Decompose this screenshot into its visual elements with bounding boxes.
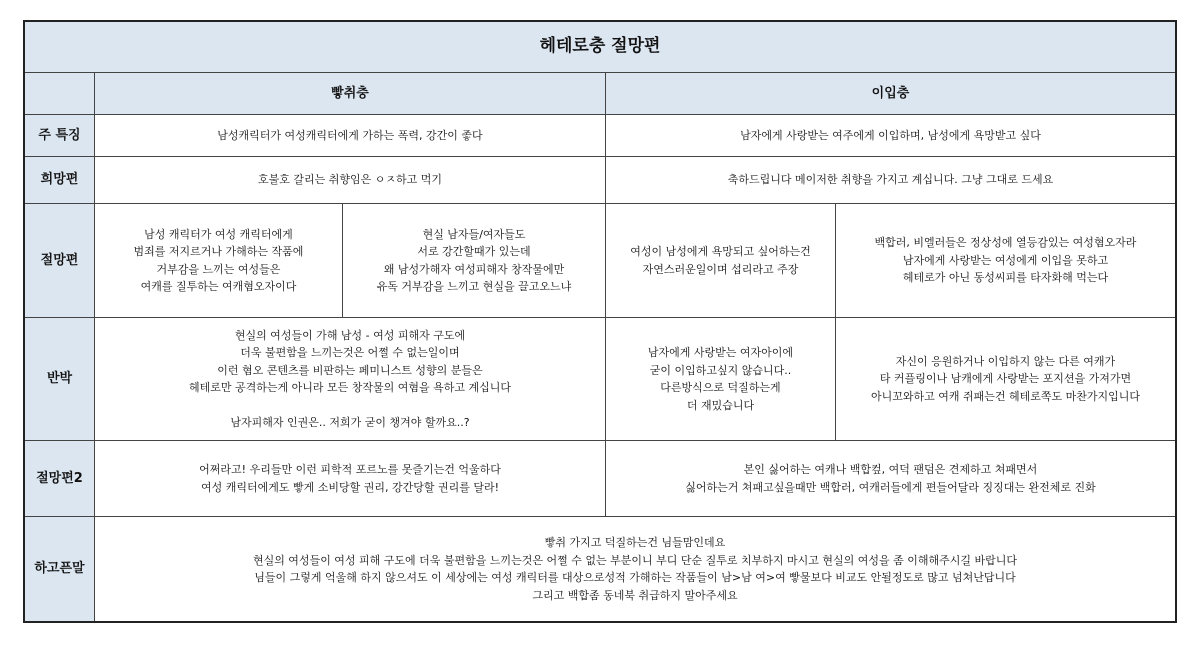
row-header-despair2: 절망편2 <box>25 441 95 517</box>
despair2-right-cell: 본인 싫어하는 여캐나 백합컾, 여덕 팬덤은 견제하고 쳐패면서 싫어하는거 쳐패고싶을때만 백합러, 여캐러들에게 편들어달라 징징대는 완전체로 진화 <box>606 441 1175 517</box>
corner-header <box>25 73 95 115</box>
column-header-right: 이입충 <box>606 73 1175 115</box>
row-header-hope: 희망편 <box>25 157 95 204</box>
despair-left-a-cell: 남성 캐릭터가 여성 캐릭터에게 범죄를 저지르거나 가해하는 작품에 거부감을 느끼는 여성들은 여캐를 질투하는 여캐혐오자이다 <box>95 204 343 318</box>
rebuttal-right-a-cell: 남자에게 사랑받는 여자아이에 굳이 이입하고싶지 않습니다.. 다른방식으로 덕질하는게 더 재밌습니다 <box>606 318 836 441</box>
row-header-despair: 절망편 <box>25 204 95 318</box>
despair-right-b-cell: 백합러, 비엘러들은 정상성에 열등감있는 여성혐오자라 남자에게 사랑받는 여성에게 이입을 못하고 헤테로가 아닌 동성씨피를 타자화해 먹는다 <box>836 204 1175 318</box>
table-title: 헤테로충 절망편 <box>25 22 1175 73</box>
comparison-table <box>23 20 1177 623</box>
column-header-left: 빻취충 <box>95 73 606 115</box>
row-header-closing: 하고픈말 <box>25 517 95 621</box>
rebuttal-right-b-cell: 자신이 응원하거나 이입하지 않는 다른 여캐가 타 커플링이나 남캐에게 사랑받는 포지션을 가져가면 아니꼬와하고 여캐 쥐패는건 헤테로쪽도 마찬가지입니다 <box>836 318 1175 441</box>
hope-right-cell: 축하드립니다 메이저한 취향을 가지고 계십니다. 그냥 그대로 드세요 <box>606 157 1175 204</box>
rebuttal-left-cell: 현실의 여성들이 가해 남성 - 여성 피해자 구도에 더욱 불편함을 느끼는것은 어쩔 수 없는일이며 이런 혐오 콘텐츠를 비판하는 페미니스트 성향의 분들은 헤테로만 공격하는게 아니라 모든 창작물의 여혐을 욕하고 계십니다 남자피해자 인권은.. 저희가 굳이 챙겨야 할까요..? <box>95 318 606 441</box>
hope-left-cell: 호불호 갈리는 취향임은 ㅇㅈ하고 먹기 <box>95 157 606 204</box>
despair2-left-cell: 어쩌라고! 우리들만 이런 피학적 포르노를 못즐기는건 억울하다 여성 캐릭터에게도 빻게 소비당할 권리, 강간당할 권리를 달라! <box>95 441 606 517</box>
despair-right-a-cell: 여성이 남성에게 욕망되고 싶어하는건 자연스러운일이며 섭리라고 주장 <box>606 204 836 318</box>
despair-left-b-cell: 현실 남자들/여자들도 서로 강간할때가 있는데 왜 남성가해자 여성피해자 창작물에만 유독 거부감을 느끼고 현실을 끌고오느냐 <box>343 204 606 318</box>
row-header-feature: 주 특징 <box>25 115 95 157</box>
feature-right-cell: 남자에게 사랑받는 여주에게 이입하며, 남성에게 욕망받고 싶다 <box>606 115 1175 157</box>
closing-text-cell: 빻취 가지고 덕질하는건 님들맘인데요 현실의 여성들이 여성 피해 구도에 더욱 불편함을 느끼는것은 어쩔 수 없는 부분이니 부디 단순 질투로 치부하지 마시고 현실의 여성을 좀 이해해주시길 바랍니다 님들이 그렇게 억울해 하지 않으셔도 이 세상에는 여성 캐릭터를 대상으로성적 가해하는 작품들이 남>남 여>여 빻물보다 비교도 안될정도로 많고 넘쳐난답니다 그리고 백합좀 동네북 취급하지 말아주세요 <box>252 536 1018 602</box>
feature-left-cell: 남성캐릭터가 여성캐릭터에게 가하는 폭력, 강간이 좋다 <box>95 115 606 157</box>
row-header-rebuttal: 반박 <box>25 318 95 441</box>
